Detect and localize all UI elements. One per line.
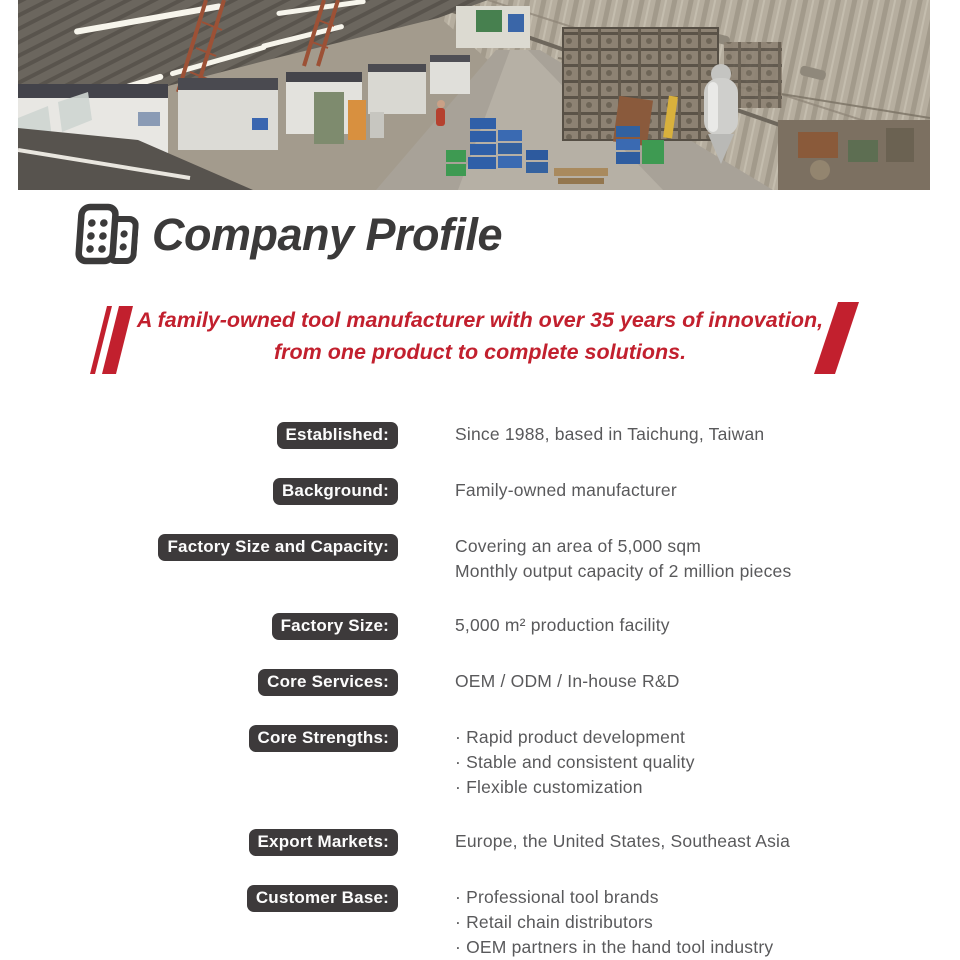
profile-row-core-strengths xyxy=(0,725,960,800)
profile-details xyxy=(0,422,960,960)
field-label-badge: Established: xyxy=(277,422,398,449)
field-value: · Retail chain distributors xyxy=(455,912,653,932)
field-value: Since 1988, based in Taichung, Taiwan xyxy=(455,424,765,444)
field-value: Family-owned manufacturer xyxy=(455,480,677,500)
field-value: Europe, the United States, Southeast Asia xyxy=(455,831,791,851)
field-label-badge: Background: xyxy=(273,478,398,505)
tagline-line2: from one product to complete solutions. xyxy=(273,340,687,364)
field-label-badge: Customer Base: xyxy=(247,885,398,912)
field-value: · Stable and consistent quality xyxy=(455,752,695,772)
double-slash-icon xyxy=(88,304,134,376)
tagline-text xyxy=(130,304,830,368)
profile-row-customer-base xyxy=(0,885,960,960)
tagline-line1: A family-owned tool manufacturer with over 35 years of innovation, xyxy=(136,308,824,332)
field-label-badge: Core Strengths: xyxy=(249,725,398,752)
field-label-badge: Core Services: xyxy=(258,669,398,696)
field-value: · Flexible customization xyxy=(455,777,643,797)
field-label-badge: Export Markets: xyxy=(249,829,398,856)
field-value: Monthly output capacity of 2 million pieces xyxy=(455,561,792,581)
field-value: · OEM partners in the hand tool industry xyxy=(455,937,774,957)
profile-row-factory-size xyxy=(0,613,960,640)
profile-row-export-markets xyxy=(0,829,960,856)
field-value: · Rapid product development xyxy=(455,727,686,747)
thick-slash-icon xyxy=(812,300,860,376)
profile-row-factory-size-capacity xyxy=(0,534,960,584)
field-value: 5,000 m² production facility xyxy=(455,615,670,635)
tagline-banner xyxy=(0,298,960,382)
field-value: Covering an area of 5,000 sqm xyxy=(455,536,702,556)
field-value: OEM / ODM / In-house R&D xyxy=(455,671,680,691)
profile-row-established xyxy=(0,422,960,449)
factory-photo-illustration xyxy=(18,0,930,190)
factory-photo xyxy=(18,0,930,190)
profile-row-core-services xyxy=(0,669,960,696)
field-value: · Professional tool brands xyxy=(455,887,659,907)
field-label-badge: Factory Size: xyxy=(272,613,398,640)
page-title: Company Profile xyxy=(152,209,503,260)
field-label-badge: Factory Size and Capacity: xyxy=(158,534,398,561)
section-header xyxy=(74,203,502,267)
building-icon xyxy=(72,203,140,267)
profile-row-background xyxy=(0,478,960,505)
